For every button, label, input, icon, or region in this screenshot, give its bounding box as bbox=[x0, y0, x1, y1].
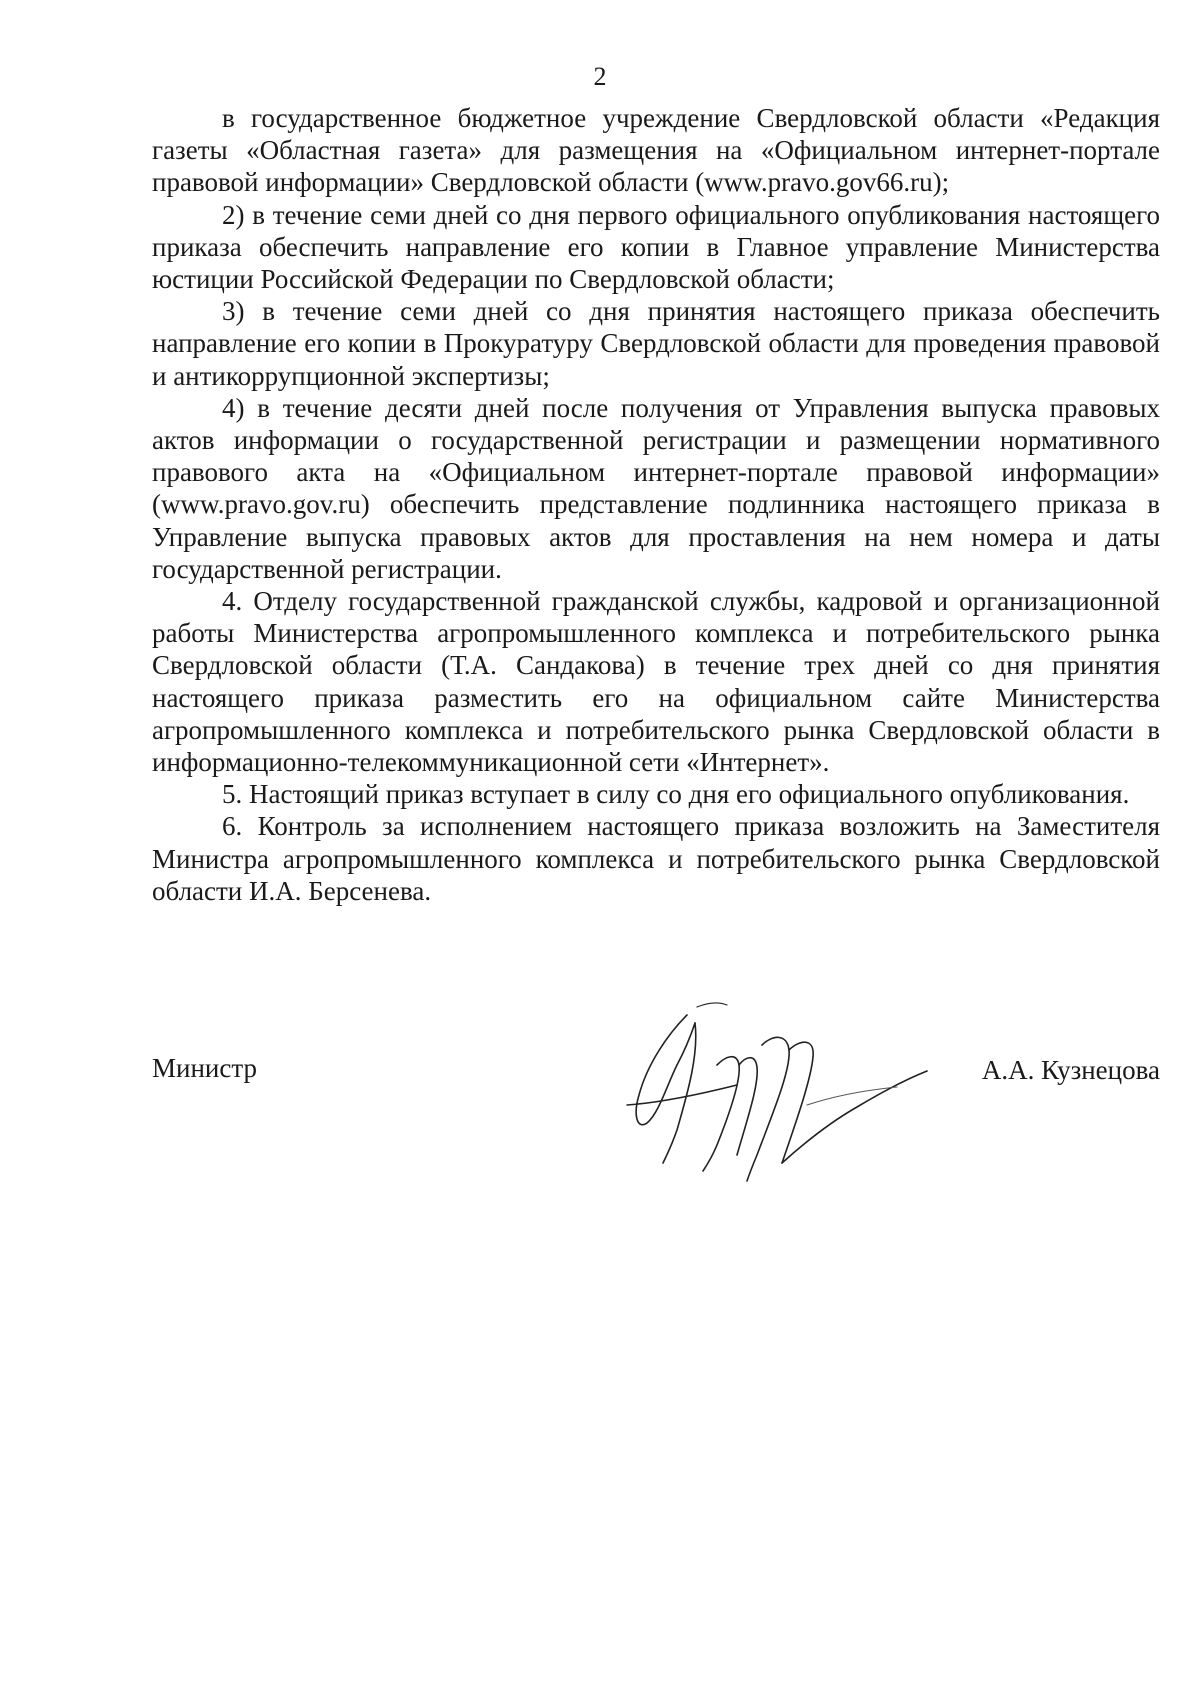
page-number: 2 bbox=[593, 62, 607, 91]
paragraph-continuation: в государственное бюджетное учреждение Свердловской области «Редакция газеты «Областная газета» для размещения на «Официальном интернет-портале правовой информации» Свердловской области (www.pravo.gov66.ru); bbox=[152, 103, 1160, 198]
paragraph-item-3: 3) в течение семи дней со дня принятия настоящего приказа обеспечить направление его копии в Прокуратуру Свердловской области для проведения правовой и антикоррупционной экспертизы; bbox=[152, 296, 1160, 391]
paragraph-item-2: 2) в течение семи дней со дня первого официального опубликования настоящего приказа обеспечить направление его копии в Главное управление Министерства юстиции Российской Федерации по Свердловской области; bbox=[152, 199, 1160, 295]
signatory-position: Министр bbox=[152, 1053, 257, 1083]
paragraph-section-5: 5. Настоящий приказ вступает в силу со дня его официального опубликования. bbox=[222, 779, 1130, 810]
signatory-name: А.А. Кузнецова bbox=[981, 1055, 1160, 1085]
signature-block bbox=[152, 1035, 1160, 1185]
paragraph-section-6: 6. Контроль за исполнением настоящего приказа возложить на Заместителя Министра агропромышленного комплекса и потребительского рынка Свердловской области И.А. Берсенева. bbox=[152, 811, 1160, 906]
document-body bbox=[152, 102, 1160, 907]
paragraph-item-4: 4) в течение десяти дней после получения от Управления выпуска правовых актов информации о государственной регистрации и размещении нормативного правового акта на «Официальном интернет-портале правовой информации» (www.pravo.gov.ru) обеспечить представление подлинника настоящего приказа в Управление выпуска правовых актов для проставления на нем номера и даты государственной регистрации. bbox=[152, 392, 1160, 584]
paragraph-section-4: 4. Отделу государственной гражданской службы, кадровой и организационной работы Министерства агропромышленного комплекса и потребительского рынка Свердловской области (Т.А. Сандакова) в течение трех дней со дня принятия настоящего приказа разместить его на официальном сайте Министерства агропромышленного комплекса и потребительского рынка Свердловской области в информационно-телекоммуникационной сети «Интернет». bbox=[152, 586, 1160, 778]
handwritten-signature bbox=[567, 995, 987, 1195]
